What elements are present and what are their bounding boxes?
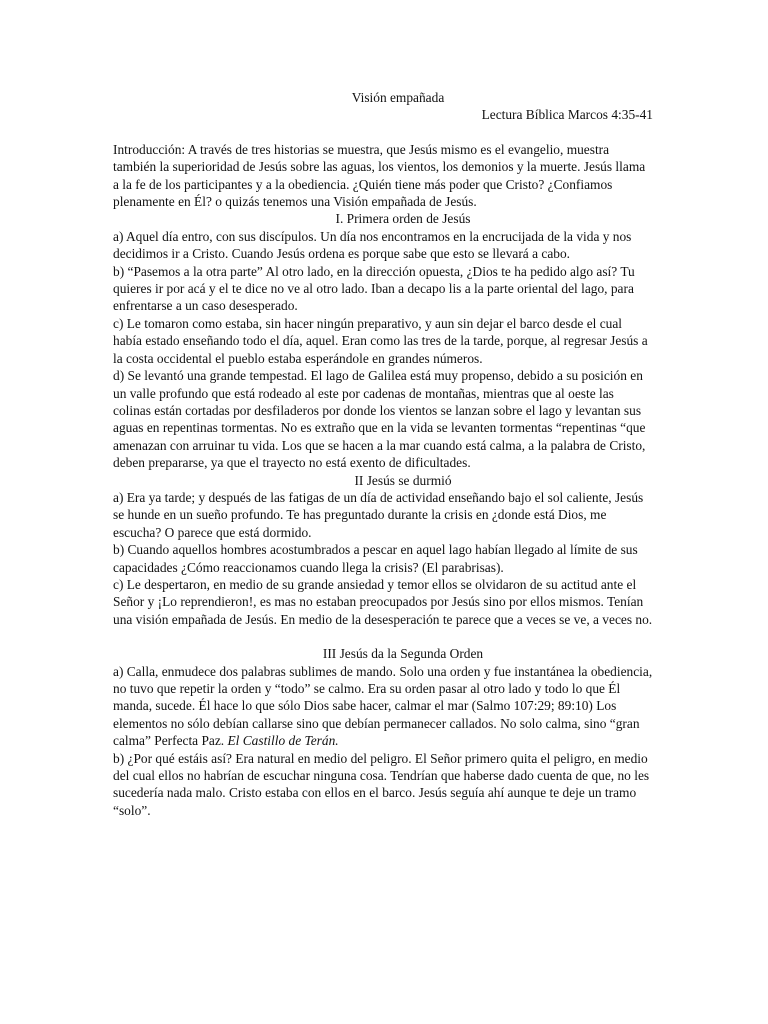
document-body xyxy=(113,89,653,819)
section2-paragraph-a: a) Era ya tarde; y después de las fatigas de un día de actividad enseñando bajo el sol caliente, Jesús se hunde en un sueño profundo. Te has preguntado durante la crisis en ¿donde está Dios, me escucha? O parece que está dormido. xyxy=(113,489,644,540)
spacer xyxy=(113,628,653,645)
section-heading-1: I. Primera orden de Jesús xyxy=(335,211,471,227)
section1-paragraph-a: a) Aquel día entro, con sus discípulos. Un día nos encontramos en la encrucijada de la vida y nos decidimos ir a Cristo. Cuando Jesús ordena es porque sabe que esto se llevará a cabo. xyxy=(113,228,632,262)
section3-paragraph-b: b) ¿Por qué estáis así? Era natural en medio del peligro. El Señor primero quita el peligro, en medio del cual ellos no habrían de escuchar ninguna cosa. Tendrían que haberse dado cuenta de que, no les sucedería nada malo. Cristo estaba con ellos en el barco. Jesús seguía ahí aunque te deje un tramo “solo”. xyxy=(113,750,650,818)
page-title: Visión empañada xyxy=(351,90,445,105)
section1-paragraph-c: c) Le tomaron como estaba, sin hacer ningún preparativo, y aun sin dejar el barco desde el cual había estado enseñando todo el día, aquel. Eran como las tres de la tarde, porque, al regresar Jesús a la costa occidental el pueblo estaba esperándole en grandes números. xyxy=(113,315,648,366)
bible-reading-reference: Lectura Bíblica Marcos 4:35-41 xyxy=(481,107,653,123)
section-heading-2: II Jesús se durmió xyxy=(354,472,452,488)
section2-paragraph-c: c) Le despertaron, en medio de su grande ansiedad y temor ellos se olvidaron de su actitud ante el Señor y ¡Lo reprendieron!, es mas no estaban preocupados por Jesús sino por ellos mismos. Tenían una visión empañada de Jesús. En medio de la desesperación te parece que a veces se ve, a veces no. xyxy=(113,576,653,627)
intro-paragraph: Introducción: A través de tres historias se muestra, que Jesús mismo es el evangelio, muestra también la superioridad de Jesús sobre las aguas, los vientos, los demonios y la muerte. Jesús llama a la fe de los participantes y a la obediencia. ¿Quién tiene más poder que Cristo? ¿Confiamos plenamente en Él? o quizás tenemos una Visión empañada de Jesús. xyxy=(113,141,646,210)
section1-paragraph-d: d) Se levantó una grande tempestad. El lago de Galilea está muy propenso, debido a su posición en un valle profundo que está rodeado al este por cadenas de montañas, mientras que al oeste las colinas están cortadas por desfiladeros por donde los vientos se lanzan sobre el lago y levantan sus aguas en repentinas tormentas. No es extraño que en la vida se levanten tormentas “repentinas “que amenazan con arruinar tu vida. Los que se hacen a la mar cuando está calma, a la palabra de Cristo, deben prepararse, ya que el trayecto no está exento de dificultades. xyxy=(113,368,646,471)
section3-paragraph-a xyxy=(113,663,653,750)
section3-paragraph-a-citation: El Castillo de Terán. xyxy=(227,733,339,749)
section1-paragraph-b: b) “Pasemos a la otra parte” Al otro lado, en la dirección opuesta, ¿Dios te ha pedido algo así? Tu quieres ir por acá y el te dice no ve al otro lado. Iban a decapo lis a la parte oriental del lago, para enfrentarse a un caso desesperado. xyxy=(113,263,635,314)
section-heading-3: III Jesús da la Segunda Orden xyxy=(322,646,484,662)
section2-paragraph-b: b) Cuando aquellos hombres acostumbrados a pescar en aquel lago habían llegado al límite de sus capacidades ¿Cómo reaccionamos cuando llega la crisis? (El parabrisas). xyxy=(113,542,638,575)
section3-paragraph-a-text: a) Calla, enmudece dos palabras sublimes de mando. Solo una orden y fue instantánea la obediencia, no tuvo que repetir la orden y “todo” se calmo. Era su orden pasar al otro lado y todo lo que Él manda, sucede. Él hace lo que sólo Dios sabe hacer, calmar el mar (Salmo 107:29; 89:10) Los elementos no sólo debían callarse sino que debían permanecer callados. No solo calma, sino “gran calma” Perfecta Paz. xyxy=(113,663,653,749)
spacer xyxy=(113,124,653,141)
